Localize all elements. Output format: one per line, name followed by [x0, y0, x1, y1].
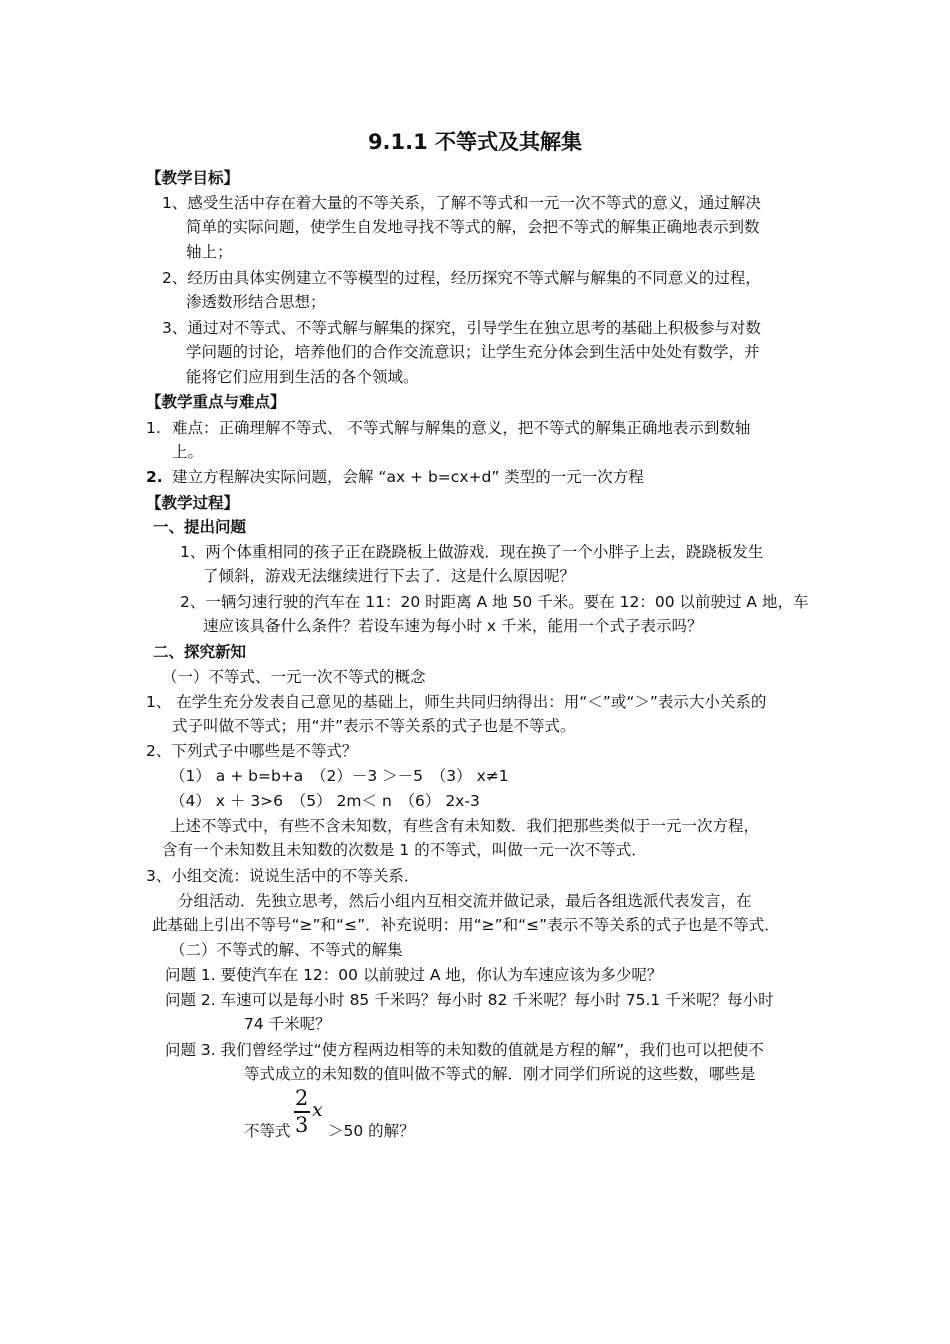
goal-3-line-2: 学问题的讨论，培养他们的合作交流意识；让学生充分体会到生活中处处有数学，并 — [186, 343, 760, 361]
question-2-line-2: 速应该具备什么条件？若设车速为每小时 x 千米，能用一个式子表示吗？ — [203, 617, 703, 635]
examples-row-2: （4） x ＋ 3>6 （5） 2m＜ n （6） 2x-3 — [170, 792, 480, 810]
problem-2-line-2: 74 千米呢？ — [244, 1015, 331, 1033]
problem-1-text: 问题 1. 要使汽车在 12：00 以前驶过 A 地，你认为车速应该为多少呢？ — [165, 966, 663, 984]
goal-2-line-1: 2、经历由具体实例建立不等模型的过程，经历探究不等式解与解集的不同意义的过程， — [162, 269, 761, 287]
page-title: 9.1.1 不等式及其解集 — [367, 130, 583, 154]
subsection-1-heading: （一）不等式、一元一次不等式的概念 — [162, 668, 426, 686]
concept-2-note-line-2: 含有一个未知数且未知数的次数是 1 的不等式，叫做一元一次不等式． — [162, 841, 647, 859]
key-2-text: 建立方程解决实际问题，会解 “ax + b=cx+d” 类型的一元一次方程 — [172, 468, 644, 486]
goal-1-line-1: 1、感受生活中存在着大量的不等关系，了解不等式和一元一次不等式的意义，通过解决 — [162, 194, 761, 212]
goal-1-line-3: 轴上； — [186, 243, 233, 261]
subsection-2-heading: （二）不等式的解、不等式的解集 — [170, 941, 403, 959]
goal-3-line-3: 能将它们应用到生活的各个领域。 — [186, 368, 419, 386]
fraction-variable: x — [312, 1099, 323, 1121]
concept-3-note-line-2: 此基础上引出不等号“≥”和“≤”．补充说明：用“≥”和“≤”表示不等关系的式子也是不等式． — [152, 916, 780, 934]
concept-2-note-line-1: 上述不等式中，有些不含未知数，有些含有未知数．我们把那些类似于一元一次方程， — [170, 817, 760, 835]
concept-1-line-1: 1、 在学生充分发表自己意见的基础上，师生共同归纳得出：用“＜”或“＞”表示大小关系的 — [146, 693, 767, 711]
concept-1-line-2: 式子叫做不等式；用“并”表示不等关系的式子也是不等式。 — [172, 717, 576, 735]
concept-3-note-line-1: 分组活动．先独立思考，然后小组内互相交流并做记录，最后各组选派代表发言，在 — [178, 892, 752, 910]
key-2-number: 2. — [146, 468, 163, 486]
goal-2-line-2: 渗透数形结合思想； — [186, 293, 326, 311]
examples-row-1: （1） a + b=b+a （2）－3 ＞－5 （3） x≠1 — [170, 767, 509, 785]
problem-3-line-2: 等式成立的未知数的值叫做不等式的解．刚才同学们所说的这些数，哪些是 — [244, 1065, 756, 1083]
goals-heading: 【教学目标】 — [146, 169, 240, 187]
question-1-line-2: 了倾斜，游戏无法继续进行下去了．这是什么原因呢？ — [203, 567, 576, 585]
key-1-line-2: 上。 — [172, 443, 204, 461]
key-1-number: 1. — [146, 419, 161, 437]
part-2-heading: 二、探究新知 — [153, 643, 247, 661]
problem-3-tail-prefix: 不等式 — [244, 1122, 291, 1140]
process-heading: 【教学过程】 — [146, 494, 240, 512]
problem-3-line-1: 问题 3. 我们曾经学过“使方程两边相等的未知数的值就是方程的解”，我们也可以把使不 — [165, 1041, 764, 1059]
concept-3-text: 3、小组交流：说说生活中的不等关系． — [146, 867, 420, 885]
fraction-denominator: 3 — [295, 1113, 309, 1137]
fraction-numerator: 2 — [295, 1086, 309, 1110]
question-1-line-1: 1、两个体重相同的孩子正在跷跷板上做游戏．现在换了一个小胖子上去，跷跷板发生 — [180, 543, 764, 561]
key-heading: 【教学重点与难点】 — [146, 393, 286, 411]
goal-1-line-2: 简单的实际问题，使学生自发地寻找不等式的解，会把不等式的解集正确地表示到数 — [186, 218, 760, 236]
concept-2-text: 2、下列式子中哪些是不等式？ — [146, 742, 358, 760]
problem-2-line-1: 问题 2. 车速可以是每小时 85 千米吗？每小时 82 千米呢？每小时 75.1 千米呢？每小时 — [165, 991, 774, 1009]
problem-3-tail-suffix: ＞50 的解？ — [328, 1122, 415, 1140]
part-1-heading: 一、提出问题 — [153, 518, 247, 536]
goal-3-line-1: 3、通过对不等式、不等式解与解集的探究，引导学生在独立思考的基础上积极参与对数 — [162, 319, 761, 337]
key-1-line-1: 难点：正确理解不等式、 不等式解与解集的意义，把不等式的解集正确地表示到数轴 — [172, 419, 751, 437]
question-2-line-1: 2、一辆匀速行驶的汽车在 11：20 时距离 A 地 50 千米。要在 12：00 以前驶过 A 地，车 — [180, 593, 809, 611]
